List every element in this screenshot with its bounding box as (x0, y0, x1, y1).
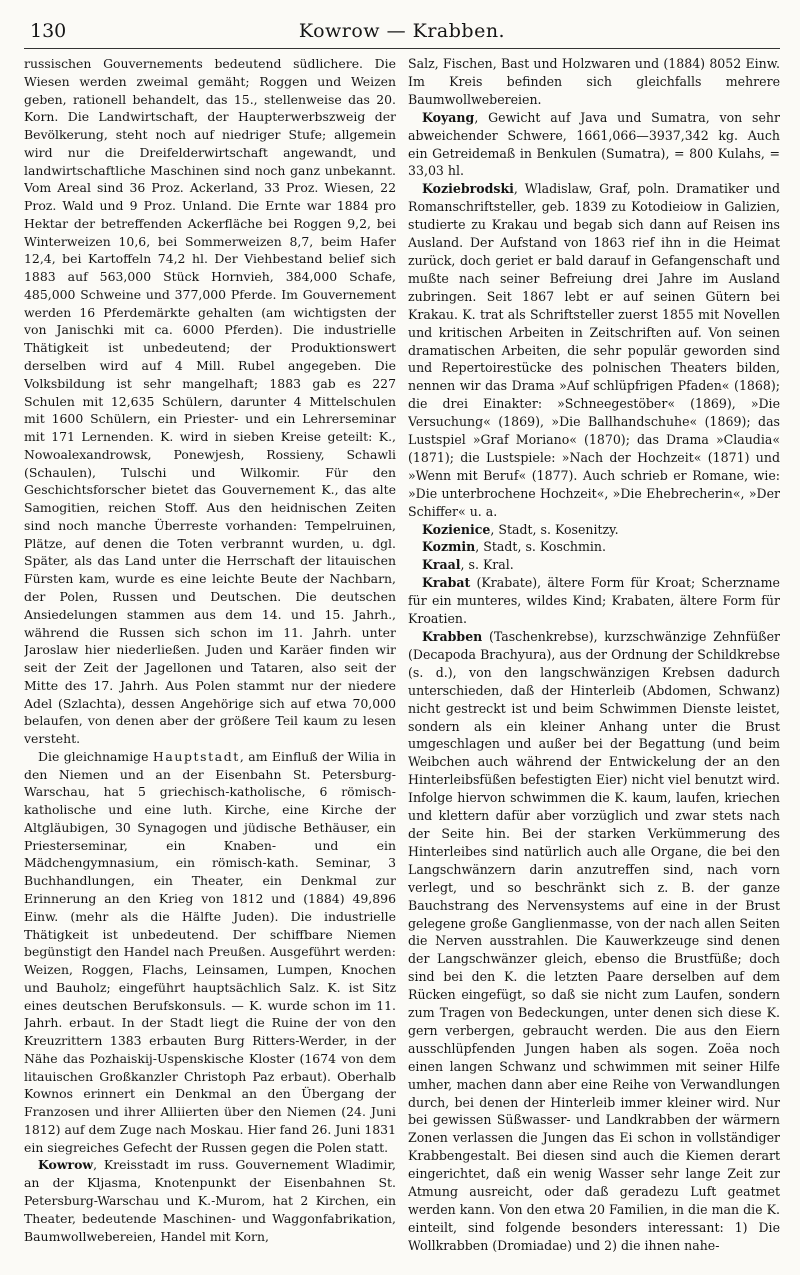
paragraph-hauptstadt (24, 748, 396, 1157)
entry-body: (Krabate), ältere Form für Kroat; Scherzname für ein munteres, wildes Kind; Krabaten, ältere Form für Kroatien. (408, 575, 780, 627)
entry-kozmin (408, 538, 780, 556)
entry-body: , Wladislaw, Graf, poln. Dramatiker und Romanschriftsteller, geb. 1839 zu Kotodieiow in Galizien, studierte zu Krakau und begab sich dann auf Reisen ins Ausland. Der Aufstand von 1863 rief ihn in die Heimat zurück, doch geriet er bald darauf in Gefangenschaft und mußte nach seiner Befreiung drei Jahre im Ausland zubringen. Seit 1867 lebt er auf seinen Gütern bei Krakau. K. trat als Schriftsteller zuerst 1855 mit Novellen und kritischen Arbeiten in Zeitschriften auf. Von seinen dramatischen Arbeiten, die sehr populär geworden sind und Repertoirestücke des polnischen Theaters bilden, nennen wir das Drama »Auf schlüpfrigen Pfaden« (1868); die drei Einakter: »Schneegestöber« (1869), »Die Versuchung« (1869), »Die Ballhandschuhe« (1869); das Lustspiel »Graf Moriano« (1870); das Drama »Claudia« (1871); die Lustspiele: »Nach der Hochzeit« (1871) und »Wenn mit Beruf« (1877). Auch schrieb er Romane, wie: »Die unterbrochene Hochzeit«, »Die Ehebrecherin«, »Der Schiffer« u. a. (408, 181, 780, 519)
spaced-term: Hauptstadt (152, 748, 240, 764)
headword: Krabat (422, 575, 471, 591)
entry-body: , Stadt, s. Koschmin. (475, 539, 606, 555)
paragraph-body: , am Einfluß der Wilia in den Niemen und an der Eisenbahn St. Petersburg-Warschau, hat 5 griechisch-katholische, 6 römisch-katholische und eine luth. Kirche, eine Kirche der Altgläubigen, 30 Synagogen und jüdische Bethäuser, ein Priesterseminar, ein Knaben- und ein Mädchengymnasium, ein römisch-kath. Seminar, 3 Buchhandlungen, ein Theater, ein Denkmal zur Erinnerung an den Krieg von 1812 und (1884) 49,896 Einw. (mehr als die Hälfte Juden). Die industrielle Thätigkeit ist unbedeutend. Der schiffbare Niemen begünstigt den Handel nach Preußen. Ausgeführt werden: Weizen, Roggen, Flachs, Leinsamen, Lumpen, Knochen und Bauholz; eingeführt hauptsächlich Salz. K. ist Sitz eines deutschen Berufskonsuls. — K. wurde schon im 11. Jahrh. erbaut. In der Stadt liegt die Ruine der von den Kreuzrittern 1383 erbauten Burg Ritters-Werder, in der Nähe das Pozhaiskij-Uspenskische Kloster (1674 von dem litauischen Großkanzler Christoph Paz erbaut). Oberhalb Kownos erinnert ein Denkmal an den Übergang der Franzosen und ihrer Alliierten über den Niemen (24. Juni 1812) auf dem Zuge nach Moskau. Hier fand 26. Juni 1831 ein siegreiches Gefecht der Russen gegen die Polen statt. (24, 748, 396, 1155)
entry-body: , Kreisstadt im russ. Gouvernement Wladimir, an der Kljasma, Knotenpunkt der Eisenbahnen St. Petersburg-Warschau und K.-Murom, hat 2 Kirchen, ein Theater, bedeutende Maschinen- und Waggonfabrikation, Baumwollwebereien, Handel mit Korn, (24, 1157, 396, 1244)
headword: Koziebrodski (422, 181, 514, 197)
right-column (408, 55, 780, 1255)
entry-koziebrodski (408, 180, 780, 520)
entry-kozienice (408, 521, 780, 539)
paragraph-kowrow-continued: Salz, Fischen, Bast und Holzwaren und (1884) 8052 Einw. Im Kreis befinden sich gleichfalls mehrere Baumwollwebereien. (408, 56, 780, 107)
entry-body: , s. Kral. (460, 557, 514, 573)
entry-kraal (408, 556, 780, 574)
headword: Kozmin (422, 539, 476, 555)
page-header (24, 14, 780, 49)
entry-body: (Taschenkrebse), kurzschwänzige Zehnfüßer (Decapoda Brachyura), aus der Ordnung der Schildkrebse (s. d.), von den langschwänzigen Krebsen dadurch unterschieden, daß der Hinterleib (Abdomen, Schwanz) nicht gestreckt ist und beim Schwimmen Dienste leistet, sondern als ein kleiner Anhang unter die Brust umgeschlagen und außer bei der Begattung (und beim Weibchen auch während der Entwickelung der an den Hinterleibsfüßen befestigten Eier) nicht viel benutzt wird. Infolge hiervon schwimmen die K. kaum, laufen, kriechen und klettern dafür aber vorzüglich und zwar stets nach der Seite hin. Bei der starken Verkümmerung des Hinterleibes sind natürlich auch alle Organe, die bei den Langschwänzern darin anzutreffen sind, nach vorn verlegt, und so beschränkt sich z. B. der ganze Bauchstrang des Nervensystems auf eine in der Brust gelegene große Ganglienmasse, von der nach allen Seiten die Nerven ausstrahlen. Die Kauwerkzeuge sind denen der Langschwänzer gleich, ebenso die Brustfüße; doch sind bei den K. die letzten Paare derselben auf dem Rücken eingefügt, so daß sie nicht zum Laufen, sondern zum Tragen von Bedeckungen, unter denen sich diese K. gern verbergen, gebraucht werden. Die aus den Eiern ausschlüpfenden Jungen haben als sogen. Zoëa noch einen langen Schwanz und schwimmen mit seiner Hilfe umher, machen dann aber eine Reihe von Verwandlungen durch, bei denen der Hinterleib immer kleiner wird. Nur bei gewissen Süßwasser- und Landkrabben der wärmern Zonen verlassen die Jungen das Ei schon in vollständiger Krabbengestalt. Bei diesen sind auch die Kiemen derart eingerichtet, daß ein wenig Wasser sehr lange Zeit zur Atmung ausreicht, oder daß geradezu Luft geatmet werden kann. Von den etwa 20 Familien, in die man die K. einteilt, sind folgende besonders interessant: 1) Die Wollkrabben (Dromiadae) und 2) die ihnen nahe- (408, 629, 780, 1253)
headword: Krabben (422, 629, 483, 644)
headword: Kozienice (422, 521, 491, 537)
entry-kowrow (24, 1156, 396, 1245)
text-columns (24, 55, 780, 1255)
paragraph-lead: Die gleichnamige (38, 748, 153, 764)
page-number: 130 (30, 20, 67, 42)
entry-koyang (408, 109, 780, 181)
running-title: Kowrow — Krabben. (298, 20, 506, 42)
entry-krabat (408, 574, 780, 628)
entry-body: , Gewicht auf Java und Sumatra, von sehr abweichender Schwere, 1661,066—3937,342 kg. Auch ein Getreidemaß in Benkulen (Sumatra), = 800 Kulahs, = 33,03 hl. (408, 109, 780, 179)
entry-krabben (408, 628, 780, 1255)
headword: Koyang (422, 109, 475, 125)
left-column (24, 55, 396, 1255)
entry-body: , Stadt, s. Kosenitzy. (490, 521, 619, 537)
headword: Kowrow (38, 1157, 94, 1173)
paragraph-kowno-continued: russischen Gouvernements bedeutend südlichere. Die Wiesen werden zweimal gemäht; Roggen und Weizen geben, rationell behandelt, das 15., stellenweise das 20. Korn. Die Landwirtschaft, der Haupterwerbszweig der Bevölkerung, steht noch auf niedriger Stufe; allgemein wird nur die Dreifelderwirtschaft angewandt, und landwirtschaftliche Maschinen sind noch ganz unbekannt. Vom Areal sind 36 Proz. Ackerland, 33 Proz. Wiesen, 22 Proz. Wald und 9 Proz. Unland. Die Ernte war 1884 pro Hektar der betreffenden Ackerfläche bei Roggen 9,2, bei Winterweizen 10,6, bei Sommerweizen 8,7, beim Hafer 12,4, bei Kartoffeln 74,2 hl. Der Viehbestand belief sich 1883 auf 563,000 Stück Hornvieh, 384,000 Schafe, 485,000 Schweine und 377,000 Pferde. Im Gouvernement werden 16 Pferdemärkte gehalten (am wichtigsten der von Janischki mit ca. 6000 Pferden). Die industrielle Thätigkeit ist unbedeutend; der Produktionswert derselben wird auf 4 Mill. Rubel angegeben. Die Volksbildung ist sehr mangelhaft; 1883 gab es 227 Schulen mit 12,635 Schülern, darunter 4 Mittelschulen mit 1600 Schülern, ein Priester- und ein Lehrerseminar mit 171 Lernenden. K. wird in sieben Kreise geteilt: K., Nowoalexandrowsk, Ponewjesh, Rossieny, Schawli (Schaulen), Tulschi und Wilkomir. Für den Geschichtsforscher bietet das Gouvernement K., das alte Samogitien, reichen Stoff. Aus den heidnischen Zeiten sind noch manche Überreste vorhanden: Tempelruinen, Plätze, auf denen die Toten verbrannt wurden, u. dgl. Später, als das Land unter die Herrschaft der litauischen Fürsten kam, wurde es eine leichte Beute der Nachbarn, der Polen, Russen und Deutschen. Die deutschen Ansiedelungen stammen aus dem 14. und 15. Jahrh., während die Russen sich schon im 11. Jahrh. unter Jaroslaw hier niederließen. Juden und Karäer finden wir seit der Zeit der Jagellonen und Tataren, also seit der Mitte des 17. Jahrh. Aus Polen stammt nur der niedere Adel (Szlachta), dessen Angehörige sich auf etwa 70,000 belaufen, von denen aber der größere Teil kaum zu lesen versteht. (24, 56, 396, 747)
headword: Kraal (422, 557, 461, 573)
